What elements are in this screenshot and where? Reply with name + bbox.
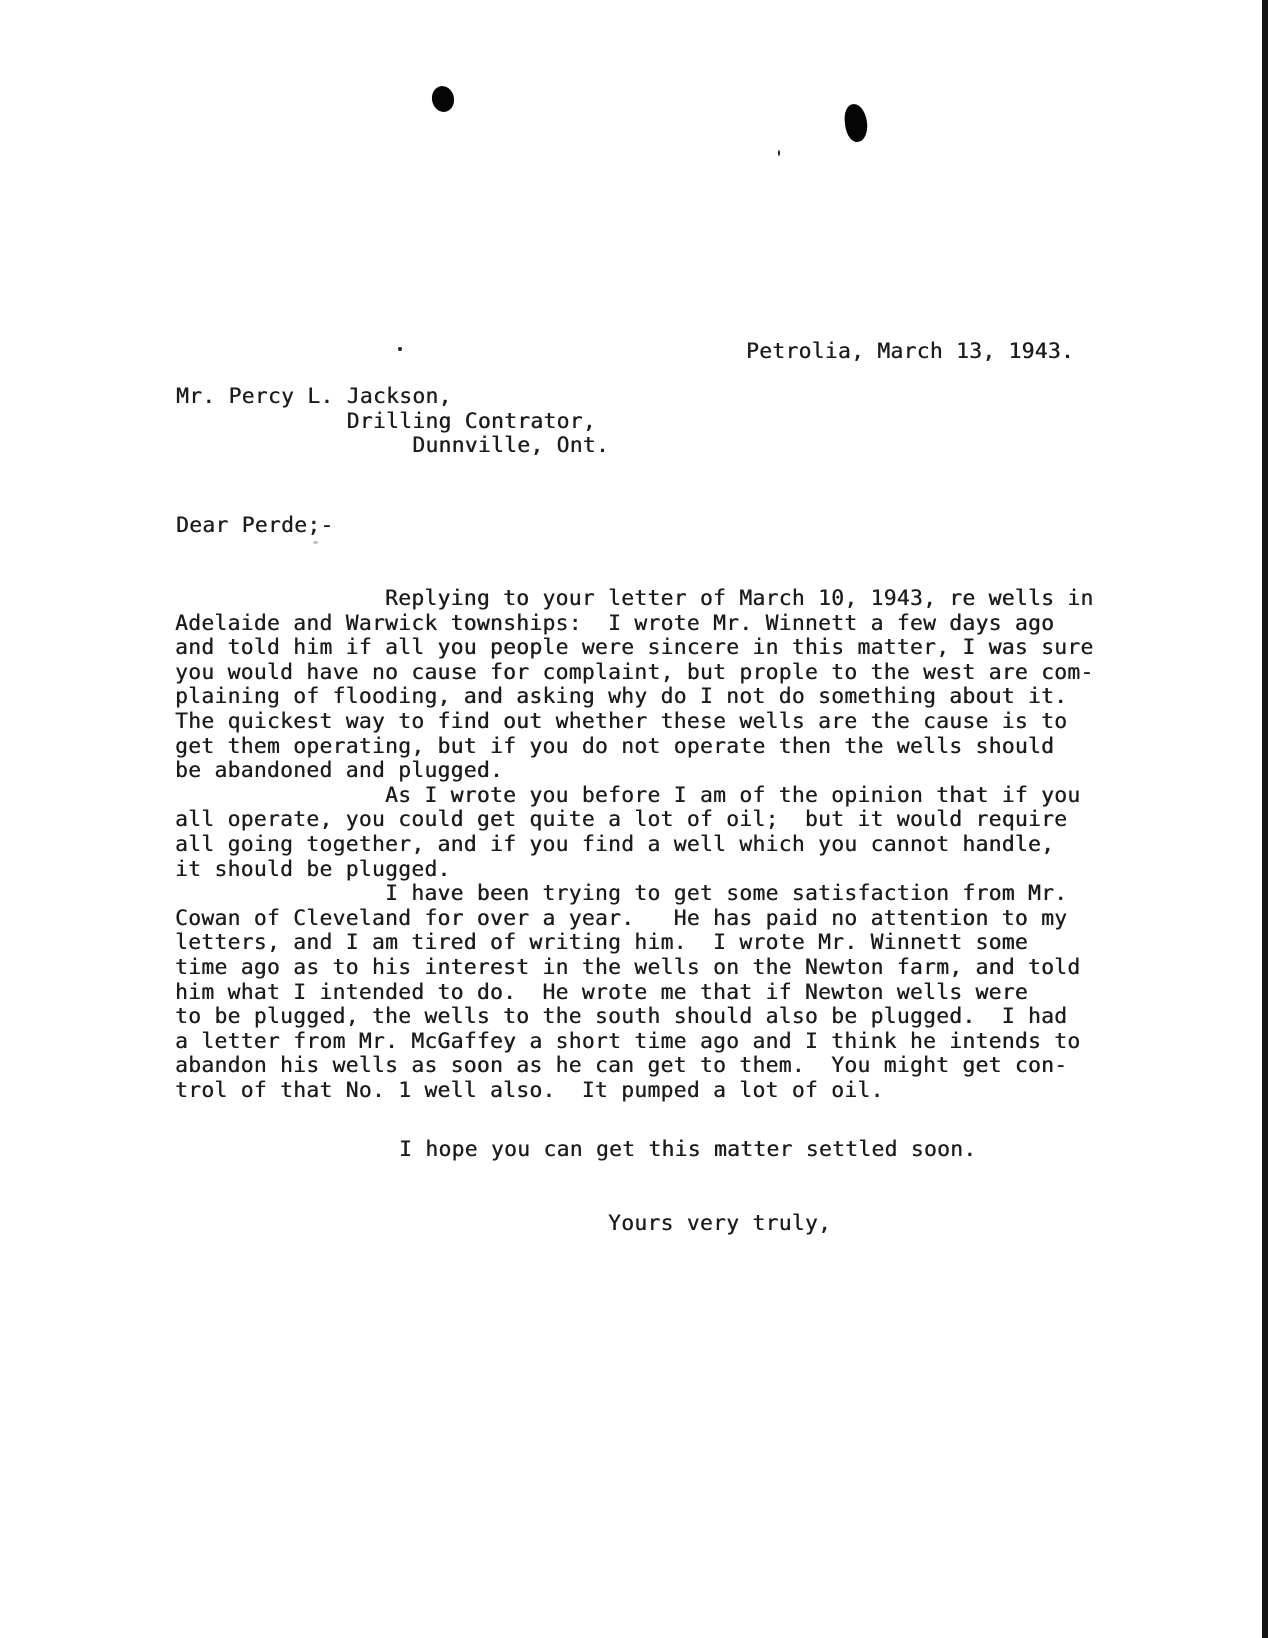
salutation: Dear Perde;- [176, 513, 334, 538]
punch-hole-left [430, 84, 457, 114]
sign-off: Yours very truly, [608, 1211, 832, 1236]
ink-speck [313, 541, 318, 544]
dateline: Petrolia, March 13, 1943. [746, 339, 1075, 364]
punch-hole-right [843, 103, 869, 143]
scan-edge [1262, 0, 1268, 1638]
closing-line: I hope you can get this matter settled soon. [399, 1137, 977, 1162]
recipient-address: Mr. Percy L. Jackson, Drilling Contrator, Dunnville, Ont. [176, 384, 610, 459]
letter-body: Replying to your letter of March 10, 1943, re wells in Adelaide and Warwick townships: I wrote Mr. Winnett a few days ago and told him if all you people were sincere in this matter, I was sure you would have no cause for complaint, but prople to the west are com- plaining of flooding, and asking why do I not do something about it. The quickest way to find out whether these wells are the cause is to get them operating, but if you do not operate then the wells should be abandoned and plugged. As I wrote you before I am of the opinion that if you all operate, you could get quite a lot of oil; but it would require all going together, and if you find a well which you cannot handle, it should be plugged. I have been trying to get some satisfaction from Mr. Cowan of Cleveland for over a year. He has paid no attention to my letters, and I am tired of writing him. I wrote Mr. Winnett some time ago as to his interest in the wells on the Newton farm, and told him what I intended to do. He wrote me that if Newton wells were to be plugged, the wells to the south should also be plugged. I had a letter from Mr. McGaffey a short time ago and I think he intends to abandon his wells as soon as he can get to them. You might get con- trol of that No. 1 well also. It pumped a lot of oil. [175, 586, 1094, 1103]
ink-speck [398, 347, 402, 351]
ink-speck [778, 150, 780, 156]
